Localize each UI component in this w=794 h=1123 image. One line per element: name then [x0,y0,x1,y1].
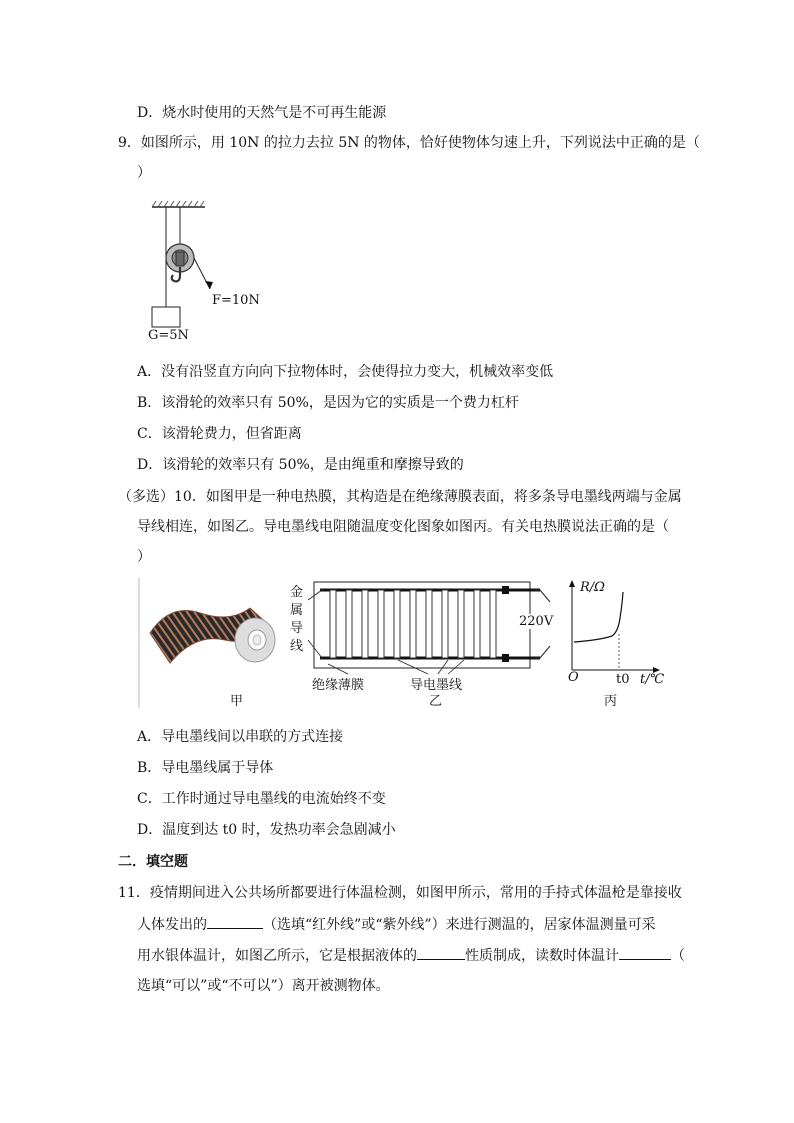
weight-block [152,307,180,327]
q9-option-d: D．该滑轮的效率只有 50%，是由绳重和摩擦导致的 [137,457,464,473]
q10-stem-line1: （多选）10．如图甲是一种电热膜，其构造是在绝缘薄膜表面，将多条导电墨线两端与金属 [118,489,682,505]
film-structure-diagram [288,578,553,688]
resistance-curve [574,592,623,642]
q9-stem: 9．如图所示，用 10N 的拉力去拉 5N 的物体，恰好使物体匀速上升，下列说法中正确的是（ [118,135,700,151]
q9-stem-end: ） [137,165,151,181]
q11-line3-b: 性质制成，读数时体温计 [465,948,619,964]
figure-yi [288,578,553,713]
pulley-figure [130,195,280,350]
terminal-top [502,586,509,594]
figure-bing [560,578,670,713]
answer-blank-1[interactable] [207,914,263,929]
terminal-bottom [502,654,509,662]
answer-blank-2[interactable] [417,945,465,960]
q11-line2-b: （选填“红外线”或“紫外线”）来进行测温的，居家体温测量可采 [263,917,656,933]
weight-label: G=5N [148,328,189,343]
x-axis-label: t/℃ [640,672,665,687]
q11-line4: 选填“可以”或“不可以”）离开被测物体。 [137,978,390,994]
ink-label: 导电墨线 [410,678,463,693]
y-axis-label: R/Ω [580,580,605,595]
y-axis-arrow-icon [569,580,575,587]
voltage-label: 220V [519,614,554,629]
ceiling-hatch [152,201,204,207]
q10-option-c: C．工作时通过导电墨线的电流始终不变 [137,791,386,807]
q11-line1: 11．疫情期间进入公共场所都要进行体温检测，如图甲所示，常用的手持式体温枪是靠接收 [118,885,682,901]
q11-line2 [137,914,656,935]
t0-label: t0 [616,672,630,687]
q9-option-a: A．没有沿竖直方向向下拉物体时，会使得拉力变大，机械效率变低 [137,364,554,380]
q8-option-d: D．烧水时使用的天然气是不可再生能源 [137,105,387,121]
q10-option-b: B．导电墨线属于导体 [137,760,274,776]
q10-stem-line2: 导线相连，如图乙。导电墨线电阻随温度变化图象如图丙。有关电热膜说法正确的是（ [137,519,669,535]
metal-wire-label: 金属导线 [290,585,304,654]
force-label: F=10N [212,293,260,308]
ink-lines [330,590,496,658]
q11-line3-a: 用水银体温计，如图乙所示，它是根据液体的 [137,948,417,964]
q9-option-c: C．该滑轮费力，但省距离 [137,426,302,442]
caption-jia: 甲 [230,694,244,709]
pulley-diagram [130,195,280,350]
film-label: 绝缘薄膜 [312,678,365,693]
answer-blank-3[interactable] [619,945,671,960]
q10-option-d: D．温度到达 t0 时，发热功率会急剧减小 [137,822,396,838]
section-title: 二．填空题 [118,854,188,870]
figure-jia [138,578,290,713]
q11-line2-a: 人体发出的 [137,917,207,933]
q11-line3 [137,945,685,966]
origin-label: O [568,670,579,685]
q10-stem-end: ） [137,549,151,565]
pulley-axle [176,252,184,266]
q10-option-a: A．导电墨线间以串联的方式连接 [137,729,344,745]
caption-bing: 丙 [604,694,618,709]
film-roll-image [140,578,290,688]
q11-line3-c: （ [671,948,685,964]
q9-option-b: B．该滑轮的效率只有 50%，是因为它的实质是一个费力杠杆 [137,395,519,411]
caption-yi: 乙 [429,694,443,709]
